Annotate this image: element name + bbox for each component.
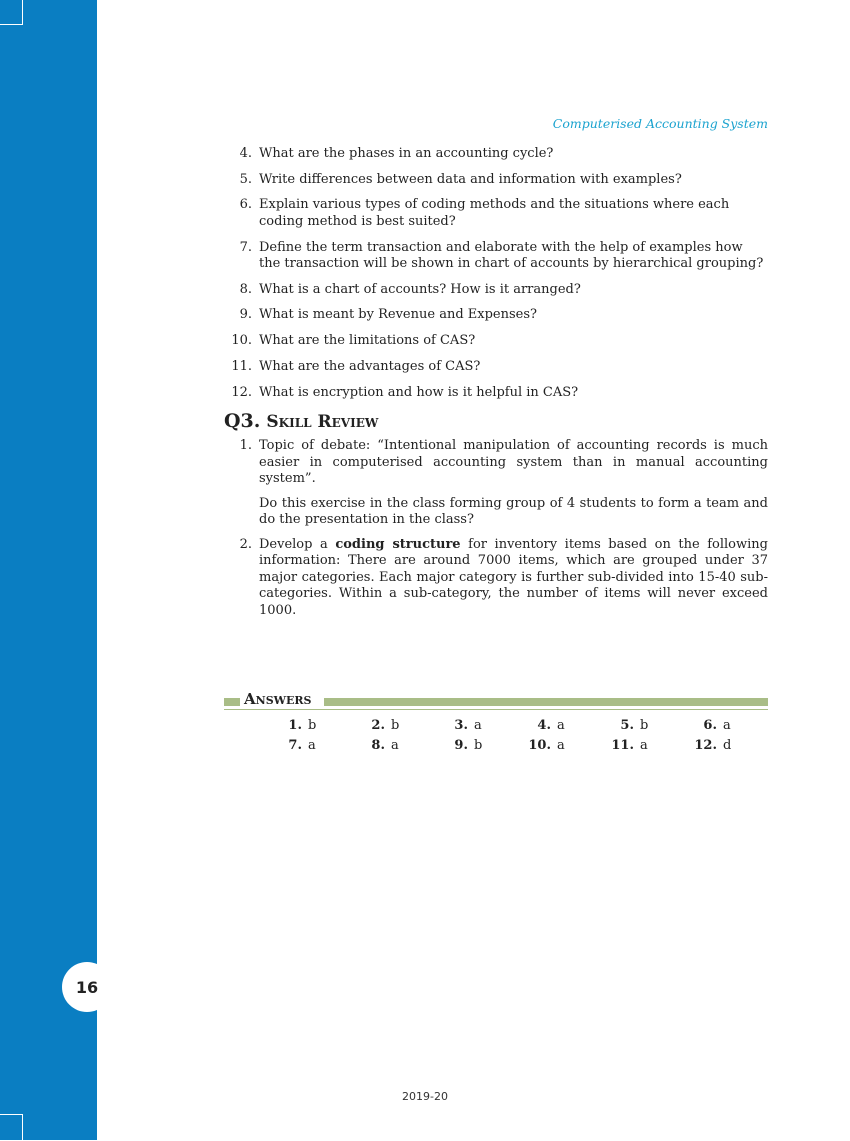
question-text: Write differences between data and information with examples? bbox=[259, 171, 682, 187]
answers-underline bbox=[224, 709, 768, 710]
answers-grid bbox=[268, 718, 748, 753]
running-head: Computerised Accounting System bbox=[552, 116, 768, 131]
question-number: 8. bbox=[239, 281, 252, 297]
answer-value: a bbox=[474, 718, 482, 733]
item-text-pre: Develop a bbox=[259, 536, 336, 552]
skill-review-list bbox=[222, 438, 768, 627]
item-text-post: for inventory items based on the following information: There are around 7000 items, which are grouped under 37 major categories. Each major category is further sub-divided into 15-40 sub-categories. Within a sub-category, the number of items will never exceed 1000. bbox=[259, 536, 768, 618]
question-text: What are the phases in an accounting cycle? bbox=[259, 146, 554, 161]
list-item bbox=[222, 385, 768, 402]
page-number-badge bbox=[62, 962, 112, 1012]
list-item bbox=[222, 438, 768, 537]
answer-item bbox=[600, 738, 683, 753]
answer-number: 3. bbox=[454, 718, 468, 733]
answer-value: b bbox=[308, 718, 317, 733]
answer-number: 11. bbox=[611, 738, 634, 753]
answer-value: a bbox=[557, 738, 565, 753]
answer-value: a bbox=[391, 738, 399, 753]
answer-value: d bbox=[723, 738, 732, 753]
answer-value: a bbox=[640, 738, 648, 753]
list-item bbox=[222, 146, 768, 163]
question-text: What is encryption and how is it helpful in CAS? bbox=[259, 384, 579, 400]
answer-number: 5. bbox=[620, 718, 634, 733]
answer-item bbox=[517, 718, 600, 733]
question-text: What are the advantages of CAS? bbox=[259, 358, 481, 374]
answer-item bbox=[434, 738, 517, 753]
section-heading bbox=[224, 410, 378, 432]
answer-item bbox=[351, 738, 434, 753]
answer-number: 7. bbox=[288, 738, 302, 753]
list-item bbox=[222, 197, 768, 230]
list-item bbox=[222, 172, 768, 189]
answer-item bbox=[683, 738, 766, 753]
answers-bar-long bbox=[324, 698, 768, 706]
list-item bbox=[222, 359, 768, 376]
item-text-bold: coding structure bbox=[335, 536, 461, 552]
answer-number: 10. bbox=[528, 738, 551, 753]
answer-value: b bbox=[474, 738, 483, 753]
question-text: What is a chart of accounts? How is it arranged? bbox=[259, 281, 581, 297]
answer-item bbox=[351, 718, 434, 733]
item-paragraph: Do this exercise in the class forming group of 4 students to form a team and do the presentation in the class? bbox=[259, 495, 768, 527]
item-paragraph bbox=[259, 537, 768, 620]
section-number: Q3. bbox=[224, 410, 261, 432]
answer-item bbox=[434, 718, 517, 733]
answer-value: b bbox=[391, 718, 400, 733]
answer-number: 9. bbox=[454, 738, 468, 753]
answer-value: b bbox=[640, 718, 649, 733]
footer-year: 2019-20 bbox=[402, 1090, 448, 1103]
answer-value: a bbox=[723, 718, 731, 733]
answers-heading-bar bbox=[224, 690, 768, 712]
answer-item bbox=[683, 718, 766, 733]
question-number: 9. bbox=[239, 307, 252, 323]
question-number: 10. bbox=[231, 333, 252, 349]
answer-value: a bbox=[557, 718, 565, 733]
question-number: 5. bbox=[239, 171, 252, 187]
list-item bbox=[222, 282, 768, 299]
question-text: What are the limitations of CAS? bbox=[259, 333, 476, 349]
answers-title: Answers bbox=[244, 690, 315, 708]
answer-number: 4. bbox=[537, 718, 551, 733]
answer-number: 6. bbox=[703, 718, 717, 733]
answer-value: a bbox=[308, 738, 316, 753]
crop-mark-top bbox=[0, 0, 23, 25]
question-text: Explain various types of coding methods and the situations where each coding method is best suited? bbox=[259, 197, 730, 229]
question-text: What is meant by Revenue and Expenses? bbox=[259, 307, 537, 323]
item-paragraph: Topic of debate: “Intentional manipulation of accounting records is much easier in computerised accounting system than in manual accounting system”. bbox=[259, 438, 768, 486]
question-text: Define the term transaction and elaborate with the help of examples how the transaction will be shown in chart of accounts by hierarchical grouping? bbox=[259, 239, 764, 272]
answer-number: 8. bbox=[371, 738, 385, 753]
answer-item bbox=[268, 718, 351, 733]
list-item bbox=[222, 240, 768, 273]
answer-number: 2. bbox=[371, 718, 385, 733]
answer-item bbox=[268, 738, 351, 753]
question-number: 11. bbox=[231, 358, 252, 374]
answer-number: 12. bbox=[694, 738, 717, 753]
answer-number: 1. bbox=[288, 718, 302, 733]
crop-mark-bottom bbox=[0, 1114, 23, 1141]
item-number: 1. bbox=[239, 438, 252, 453]
page-number: 16 bbox=[75, 977, 99, 997]
question-number: 4. bbox=[239, 146, 252, 161]
list-item bbox=[222, 307, 768, 324]
item-number: 2. bbox=[239, 536, 252, 552]
answers-bar-small bbox=[224, 698, 240, 706]
list-item bbox=[222, 537, 768, 628]
question-number: 7. bbox=[239, 239, 252, 255]
answer-item bbox=[517, 738, 600, 753]
question-number: 6. bbox=[239, 197, 252, 213]
question-list bbox=[222, 146, 768, 410]
question-number: 12. bbox=[231, 384, 252, 400]
answer-item bbox=[600, 718, 683, 733]
section-title: Skill Review bbox=[266, 412, 379, 432]
list-item bbox=[222, 333, 768, 350]
